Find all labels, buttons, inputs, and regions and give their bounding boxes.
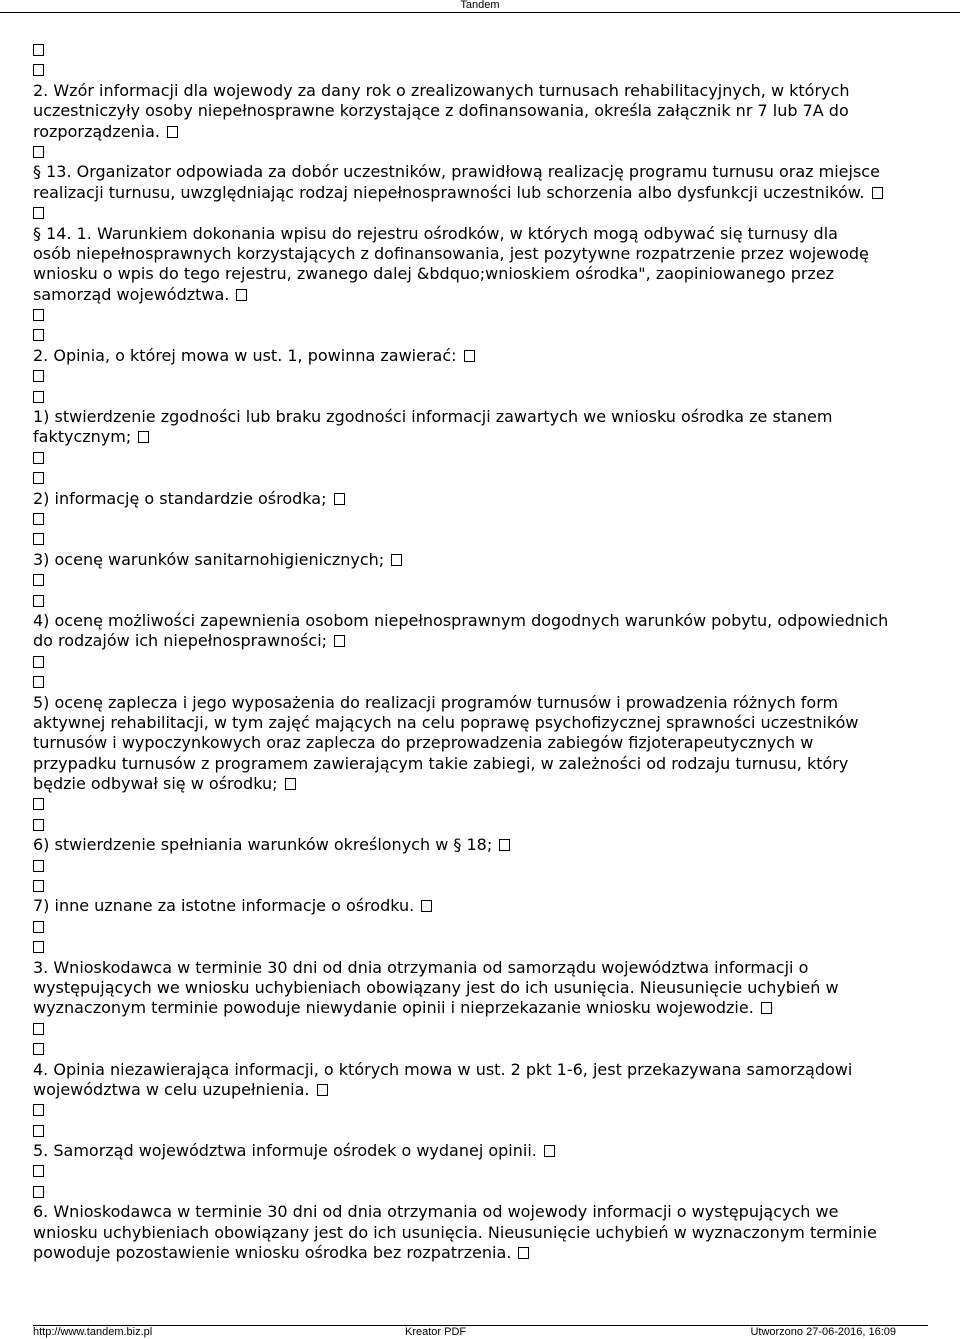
missing-glyph-box-icon: [33, 921, 44, 933]
missing-glyph-box-icon: [33, 513, 44, 525]
missing-glyph-box-icon: [33, 370, 44, 382]
text-line: [33, 81, 928, 101]
empty-line: [33, 40, 928, 60]
missing-glyph-box-icon: [544, 1145, 555, 1157]
empty-line: [33, 876, 928, 896]
section-sign-icon: §: [33, 162, 47, 182]
line-text: 5) ocenę zaplecza i jego wyposażenia do realizacji programów turnusów i prowadzenia różnych form: [33, 692, 839, 712]
text-line: [33, 224, 928, 244]
missing-glyph-box-icon: [33, 1043, 44, 1055]
line-text: wyznaczonym terminie powoduje niewydanie opinii i nieprzekazanie wniosku wojewodzie.: [33, 998, 759, 1018]
missing-glyph-box-icon: [236, 289, 247, 301]
section-sign-icon: §: [453, 835, 467, 855]
text-line: [33, 835, 928, 855]
missing-glyph-box-icon: [761, 1002, 772, 1014]
empty-line: [33, 815, 928, 835]
missing-glyph-box-icon: [33, 1165, 44, 1177]
text-line: [33, 264, 928, 284]
text-line: [33, 285, 928, 305]
line-text: 5. Samorząd województwa informuje ośrodek o wydanej opinii.: [33, 1141, 542, 1161]
page-footer: [33, 1325, 928, 1339]
empty-line: [33, 387, 928, 407]
text-line: [33, 1223, 928, 1243]
empty-line: [33, 325, 928, 345]
missing-glyph-box-icon: [33, 798, 44, 810]
text-line: [33, 244, 928, 264]
empty-line: [33, 937, 928, 957]
text-line: [33, 1060, 928, 1080]
text-line: [33, 183, 928, 203]
line-text: 2. Wzór informacji dla wojewody za dany rok o zrealizowanych turnusach rehabilitacyjnych, w których: [33, 80, 850, 100]
text-line: [33, 1141, 928, 1161]
missing-glyph-box-icon: [33, 1023, 44, 1035]
text-line: [33, 489, 928, 509]
text-line: [33, 550, 928, 570]
line-text: wniosku o wpis do tego rejestru, zwanego dalej &bdquo;wnioskiem ośrodka", zaopiniowanego przez: [33, 264, 835, 284]
text-line: [33, 896, 928, 916]
text-line: [33, 407, 928, 427]
text-line: [33, 774, 928, 794]
empty-line: [33, 1100, 928, 1120]
line-text: samorząd województwa.: [33, 284, 235, 304]
text-line: [33, 978, 928, 998]
line-text: 13. Organizator odpowiada za dobór uczestników, prawidłową realizację programu turnusu oraz miejsce: [46, 162, 880, 182]
text-line: [33, 693, 928, 713]
text-line: [33, 611, 928, 631]
missing-glyph-box-icon: [33, 472, 44, 484]
missing-glyph-box-icon: [33, 533, 44, 545]
missing-glyph-box-icon: [499, 839, 510, 851]
missing-glyph-box-icon: [464, 350, 475, 362]
text-line: [33, 427, 928, 447]
empty-line: [33, 672, 928, 692]
missing-glyph-box-icon: [518, 1247, 529, 1259]
missing-glyph-box-icon: [33, 64, 44, 76]
empty-line: [33, 1161, 928, 1181]
empty-line: [33, 856, 928, 876]
text-line: [33, 1202, 928, 1222]
missing-glyph-box-icon: [33, 880, 44, 892]
missing-glyph-box-icon: [33, 819, 44, 831]
empty-line: [33, 366, 928, 386]
document-body: [33, 40, 928, 1263]
line-text: 14. 1. Warunkiem dokonania wpisu do rejestru ośrodków, w których mogą odbywać się turnusy dla: [46, 223, 838, 243]
line-text: 6) stwierdzenie spełniania warunków określonych w: [33, 835, 454, 855]
empty-line: [33, 570, 928, 590]
empty-line: [33, 591, 928, 611]
line-text: do rodzajów ich niepełnosprawności;: [33, 631, 333, 651]
empty-line: [33, 509, 928, 529]
line-text: województwa w celu uzupełnienia.: [33, 1079, 315, 1099]
missing-glyph-box-icon: [33, 309, 44, 321]
missing-glyph-box-icon: [33, 1186, 44, 1198]
line-text: występujących we wniosku uchybieniach obowiązany jest do ich usunięcia. Nieusunięcie uchybień w: [33, 977, 839, 997]
empty-line: [33, 1121, 928, 1141]
empty-line: [33, 529, 928, 549]
missing-glyph-box-icon: [334, 635, 345, 647]
line-text: 4) ocenę możliwości zapewnienia osobom niepełnosprawnym dogodnych warunków pobytu, odpowiednich: [33, 610, 889, 630]
text-line: [33, 958, 928, 978]
line-text: powoduje pozostawienie wniosku ośrodka bez rozpatrzenia.: [33, 1243, 517, 1263]
text-line: [33, 713, 928, 733]
empty-line: [33, 203, 928, 223]
line-text: 4. Opinia niezawierająca informacji, o których mowa w ust. 2 pkt 1-6, jest przekazywana samorządowi: [33, 1059, 853, 1079]
empty-line: [33, 1182, 928, 1202]
empty-line: [33, 60, 928, 80]
line-text: wniosku uchybieniach obowiązany jest do ich usunięcia. Nieusunięcie uchybień w wyznaczonym terminie: [33, 1222, 877, 1242]
missing-glyph-box-icon: [421, 900, 432, 912]
missing-glyph-box-icon: [33, 452, 44, 464]
text-line: [33, 162, 928, 182]
line-text: uczestniczyły osoby niepełnosprawne korzystające z dofinansowania, określa załącznik nr 7 lub 7A do: [33, 101, 849, 121]
line-text: 2. Opinia, o której mowa w ust. 1, powinna zawierać:: [33, 345, 462, 365]
line-text: 3. Wnioskodawca w terminie 30 dni od dnia otrzymania od samorządu województwa informacji o: [33, 957, 809, 977]
missing-glyph-box-icon: [33, 574, 44, 586]
text-line: [33, 346, 928, 366]
footer-url[interactable]: http://www.tandem.biz.pl: [33, 1326, 153, 1338]
header-title: Tandem: [460, 0, 500, 11]
line-text: turnusów i wypoczynkowych oraz zaplecza do przeprowadzenia zabiegów fizjoterapeutycznych w: [33, 733, 814, 753]
text-line: [33, 733, 928, 753]
missing-glyph-box-icon: [391, 554, 402, 566]
line-text: przypadku turnusów z programem zawierającym takie zabiegi, w zależności od rodzaju turnusu, który: [33, 753, 849, 773]
missing-glyph-box-icon: [33, 656, 44, 668]
missing-glyph-box-icon: [33, 329, 44, 341]
missing-glyph-box-icon: [33, 860, 44, 872]
missing-glyph-box-icon: [138, 431, 149, 443]
line-text: 1) stwierdzenie zgodności lub braku zgodności informacji zawartych we wniosku ośrodka ze stanem: [33, 407, 833, 427]
missing-glyph-box-icon: [33, 941, 44, 953]
line-text: realizacji turnusu, uwzględniając rodzaj niepełnosprawności lub schorzenia albo dysfunkcji uczestników.: [33, 182, 870, 202]
line-text: rozporządzenia.: [33, 121, 166, 141]
line-text: faktycznym;: [33, 427, 137, 447]
empty-line: [33, 142, 928, 162]
missing-glyph-box-icon: [317, 1084, 328, 1096]
empty-line: [33, 468, 928, 488]
line-text: 7) inne uznane za istotne informacje o ośrodku.: [33, 896, 420, 916]
footer-creator: Kreator PDF: [405, 1326, 467, 1338]
line-text: aktywnej rehabilitacji, w tym zajęć mających na celu poprawę psychofizycznej sprawności uczestników: [33, 712, 859, 732]
empty-line: [33, 305, 928, 325]
empty-line: [33, 1039, 928, 1059]
line-text: będzie odbywał się w ośrodku;: [33, 774, 283, 794]
missing-glyph-box-icon: [334, 493, 345, 505]
empty-line: [33, 1019, 928, 1039]
text-line: [33, 1243, 928, 1263]
footer-created: Utworzono 27-06-2016, 16:09: [750, 1326, 896, 1338]
missing-glyph-box-icon: [285, 778, 296, 790]
missing-glyph-box-icon: [33, 1104, 44, 1116]
page-header: [0, 0, 960, 13]
line-text: 3) ocenę warunków sanitarnohigienicznych;: [33, 549, 390, 569]
text-line: [33, 754, 928, 774]
missing-glyph-box-icon: [33, 1125, 44, 1137]
empty-line: [33, 794, 928, 814]
missing-glyph-box-icon: [872, 187, 883, 199]
missing-glyph-box-icon: [33, 391, 44, 403]
missing-glyph-box-icon: [33, 44, 44, 56]
text-line: [33, 998, 928, 1018]
missing-glyph-box-icon: [33, 676, 44, 688]
empty-line: [33, 917, 928, 937]
missing-glyph-box-icon: [33, 207, 44, 219]
missing-glyph-box-icon: [33, 595, 44, 607]
empty-line: [33, 652, 928, 672]
line-text-tail: 18;: [466, 835, 498, 855]
missing-glyph-box-icon: [33, 146, 44, 158]
text-line: [33, 122, 928, 142]
line-text: 2) informację o standardzie ośrodka;: [33, 488, 332, 508]
empty-line: [33, 448, 928, 468]
section-sign-icon: §: [33, 223, 47, 243]
line-text: 6. Wnioskodawca w terminie 30 dni od dnia otrzymania od wojewody informacji o występujących we: [33, 1202, 839, 1222]
text-line: [33, 1080, 928, 1100]
text-line: [33, 101, 928, 121]
text-line: [33, 631, 928, 651]
line-text: osób niepełnosprawnych korzystających z dofinansowania, jest pozytywne rozpatrzenie przez wojewodę: [33, 243, 869, 263]
missing-glyph-box-icon: [167, 126, 178, 138]
